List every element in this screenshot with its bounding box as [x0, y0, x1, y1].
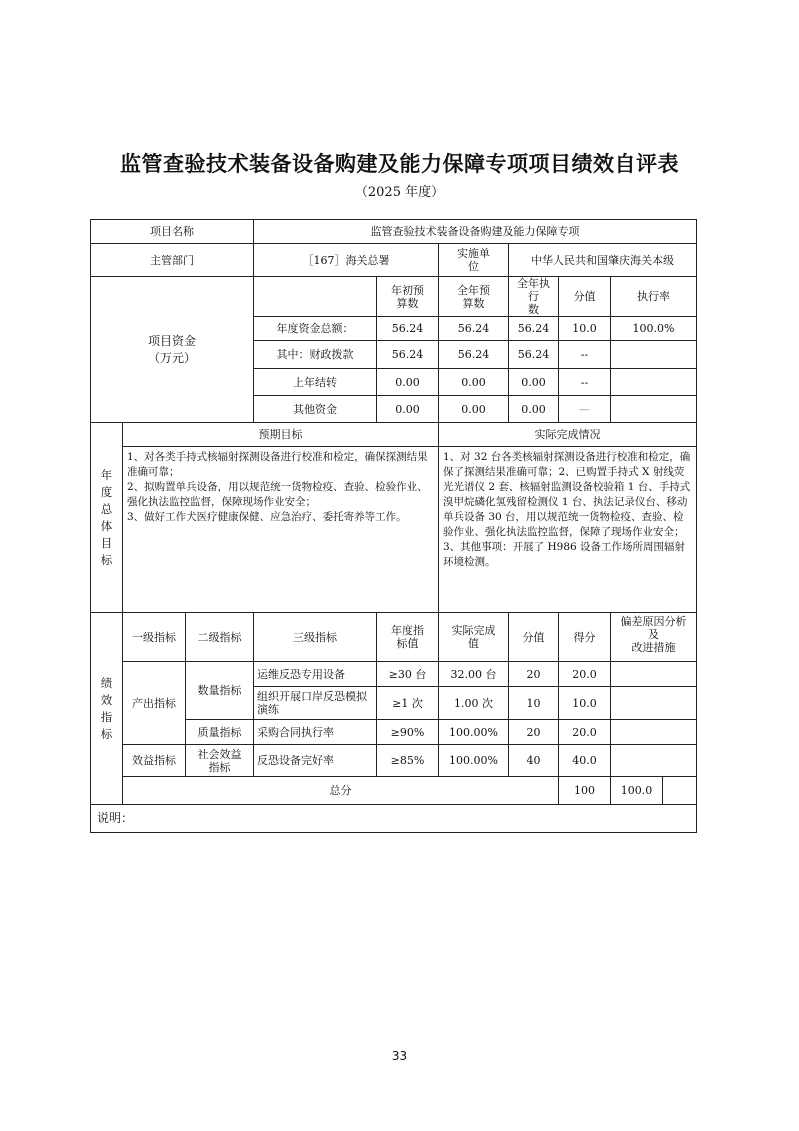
page-number: 33 [391, 1049, 408, 1063]
dept-label: 主管部门 [91, 244, 254, 277]
indicator-header-level1: 一级指标 [123, 613, 186, 662]
indicator-target: ≥30 台 [377, 662, 439, 687]
funds-row-executed: 56.24 [509, 341, 559, 369]
indicator-header-score-value: 分值 [509, 613, 559, 662]
note-label: 说明： [91, 805, 697, 833]
dept-value: ［167］海关总署 [254, 244, 439, 277]
quantity-indicator-label: 数量指标 [186, 662, 254, 720]
indicator-actual: 1.00 次 [439, 687, 509, 720]
indicator-target: ≥85% [377, 745, 439, 777]
funds-row-initial: 0.00 [377, 369, 439, 396]
indicator-score-value: 20 [509, 720, 559, 745]
funds-label: 项目资金 （万元） [91, 277, 254, 423]
indicator-header-actual: 实际完成 值 [439, 613, 509, 662]
funds-row-rate [611, 369, 697, 396]
goals-content-row [91, 447, 697, 613]
indicator-header-reason: 偏差原因分析 及 改进措施 [611, 613, 697, 662]
indicator-header-score: 得分 [559, 613, 611, 662]
indicator-target: ≥1 次 [377, 687, 439, 720]
funds-row-label: 其他资金 [254, 396, 377, 423]
indicator-name: 组织开展口岸反恐模拟演练 [254, 687, 377, 720]
funds-header-initial: 年初预 算数 [377, 277, 439, 317]
funds-row-annual: 56.24 [439, 317, 509, 341]
funds-header-rate: 执行率 [611, 277, 697, 317]
funds-row-rate [611, 396, 697, 423]
total-reason [663, 777, 697, 805]
expected-goal-text: 1、对各类手持式核辐射探测设备进行校准和检定，确保探测结果准确可靠； 2、拟购置单兵设备，用以规范统一货物检疫、查验、检验作业、强化执法监控监督，保障现场作业安全； 3、做好工作犬医疗健康保健、应急治疗、委托寄养等工作。 [123, 447, 439, 613]
funds-row-score-value: 10.0 [559, 317, 611, 341]
expected-goal-header: 预期目标 [123, 423, 439, 447]
note-row [91, 805, 697, 833]
funds-row-annual: 0.00 [439, 396, 509, 423]
indicator-header-level2: 二级指标 [186, 613, 254, 662]
indicator-header-target: 年度指 标值 [377, 613, 439, 662]
funds-header-row [91, 277, 697, 317]
indicator-actual: 32.00 台 [439, 662, 509, 687]
funds-row-rate: 100.0% [611, 317, 697, 341]
indicator-row [91, 745, 697, 777]
indicator-reason [611, 745, 697, 777]
funds-header-executed: 全年执行 数 [509, 277, 559, 317]
indicator-score: 10.0 [559, 687, 611, 720]
project-name-label: 项目名称 [91, 220, 254, 244]
indicator-reason [611, 687, 697, 720]
indicator-score-value: 10 [509, 687, 559, 720]
funds-header-annual: 全年预 算数 [439, 277, 509, 317]
funds-row-executed: 56.24 [509, 317, 559, 341]
social-benefit-label: 社会效益 指标 [186, 745, 254, 777]
total-row [91, 777, 697, 805]
page-title: 监管查验技术装备设备购建及能力保障专项项目绩效自评表 [120, 152, 679, 176]
goals-header-row [91, 423, 697, 447]
impl-unit-value: 中华人民共和国肇庆海关本级 [509, 244, 697, 277]
funds-row-rate [611, 341, 697, 369]
total-value: 100 [559, 777, 611, 805]
funds-row-initial: 0.00 [377, 396, 439, 423]
funds-row-executed: 0.00 [509, 396, 559, 423]
page-subtitle: （2025 年度） [354, 185, 445, 200]
funds-row-label: 年度资金总额： [254, 317, 377, 341]
indicator-actual: 100.00% [439, 720, 509, 745]
funds-row-initial: 56.24 [377, 317, 439, 341]
evaluation-table [90, 219, 697, 833]
quality-indicator-label: 质量指标 [186, 720, 254, 745]
project-name-row [91, 220, 697, 244]
indicators-header-row [91, 613, 697, 662]
funds-row-score-value: — [559, 396, 611, 423]
indicator-row [91, 662, 697, 687]
funds-row-annual: 56.24 [439, 341, 509, 369]
department-row [91, 244, 697, 277]
funds-row-initial: 56.24 [377, 341, 439, 369]
indicator-reason [611, 662, 697, 687]
indicator-name: 采购合同执行率 [254, 720, 377, 745]
impl-unit-label: 实施单 位 [439, 244, 509, 277]
actual-completion-header: 实际完成情况 [439, 423, 697, 447]
funds-row-score-value: -- [559, 369, 611, 396]
total-score: 100.0 [611, 777, 663, 805]
funds-row-label: 上年结转 [254, 369, 377, 396]
indicator-target: ≥90% [377, 720, 439, 745]
goals-label: 年 度 总 体 目 标 [91, 423, 123, 613]
indicator-score: 40.0 [559, 745, 611, 777]
funds-row-annual: 0.00 [439, 369, 509, 396]
indicator-score-value: 40 [509, 745, 559, 777]
indicator-header-level3: 三级指标 [254, 613, 377, 662]
indicator-score: 20.0 [559, 662, 611, 687]
indicator-actual: 100.00% [439, 745, 509, 777]
indicator-score-value: 20 [509, 662, 559, 687]
funds-header-score-value: 分值 [559, 277, 611, 317]
indicator-name: 反恐设备完好率 [254, 745, 377, 777]
funds-header-blank [254, 277, 377, 317]
funds-row-label: 其中：财政拨款 [254, 341, 377, 369]
funds-row-score-value: -- [559, 341, 611, 369]
indicator-reason [611, 720, 697, 745]
project-name-value: 监管查验技术装备设备购建及能力保障专项 [254, 220, 697, 244]
benefit-indicator-label: 效益指标 [123, 745, 186, 777]
indicator-score: 20.0 [559, 720, 611, 745]
actual-completion-text: 1、对 32 台各类核辐射探测设备进行校准和检定，确保了探测结果准确可靠；2、已购置手持式 X 射线荧光光谱仪 2 套、核辐射监测设备校验箱 1 台、手持式溴甲烷磷化氢残留检测仪 1 台、执法记录仪台、移动单兵设备 30 台，用以规范统一货物检疫、查验、检验作业、强化执法监控监督，保障了现场作业安全；3、其他事项：开展了 H986 设备工作场所周围辐射环境检测。 [439, 447, 697, 613]
total-label: 总分 [123, 777, 559, 805]
indicator-name: 运维反恐专用设备 [254, 662, 377, 687]
funds-row-executed: 0.00 [509, 369, 559, 396]
output-indicator-label: 产出指标 [123, 662, 186, 745]
indicators-label: 绩 效 指 标 [91, 613, 123, 805]
